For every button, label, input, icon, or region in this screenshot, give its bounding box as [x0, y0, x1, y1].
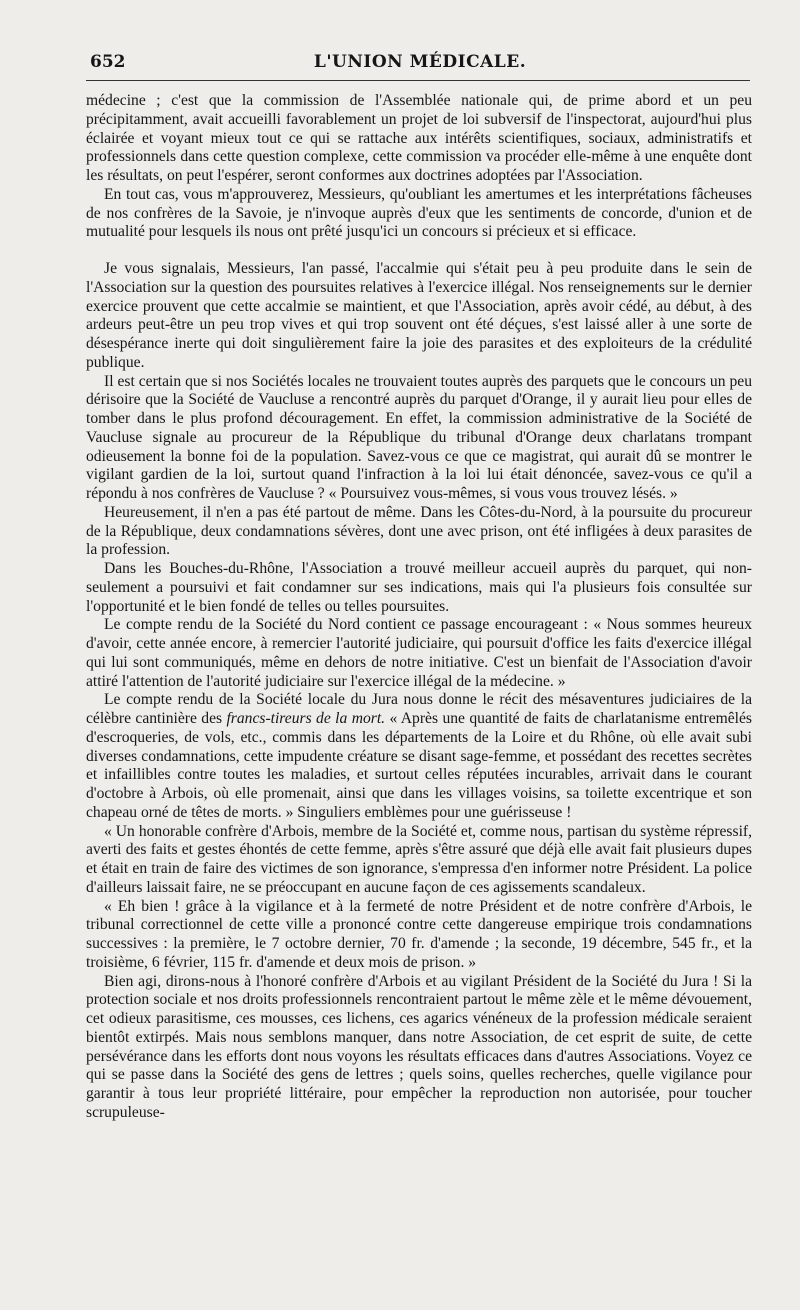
paragraph: médecine ; c'est que la commission de l'Assemblée nationale qui, de prime abord et un peu précipitamment, avait accueilli favorablement un projet de loi subversif de l'inspectorat, aujourd'hui plus éclairée et voyant mieux tout ce qui se rattache aux intérêts scientifiques, sociaux, administratifs et professionnels dans cette question complexe, cette commission va procéder elle-même à une enquête dont les résultats, on peut l'espérer, seront conformes aux doctrines adoptées par l'Association.	[86, 92, 752, 184]
paragraph: « Un honorable confrère d'Arbois, membre de la Société et, comme nous, partisan du système répressif, averti des faits et gestes éhontés de cette femme, après s'être assuré que déjà elle avait fait plusieurs dupes et était en train de faire des victimes de son ignorance, s'empressa d'en informer notre Président. La police d'ailleurs laissait faire, ne se préoccupant en aucune façon de ces agissements scandaleux.	[86, 822, 752, 896]
paragraph: Heureusement, il n'en a pas été partout de même. Dans les Côtes-du-Nord, à la poursuite du procureur de la République, deux condamnations sévères, dont une avec prison, ont été infligées à deux parasites de la profession.	[86, 503, 752, 559]
header-rule	[86, 80, 750, 81]
paragraph: « Eh bien ! grâce à la vigilance et à la fermeté de notre Président et de notre confrère d'Arbois, le tribunal correctionnel de cette ville a prononcé contre cette dangereuse empirique trois condamnations successives : la première, le 7 octobre dernier, 70 fr. d'amende ; la seconde, 19 décembre, 545 fr., et la troisième, 6 février, 115 fr. d'amende et deux mois de prison. »	[86, 897, 752, 971]
paragraph: Bien agi, dirons-nous à l'honoré confrère d'Arbois et au vigilant Président de la Société du Jura ! Si la protection sociale et nos droits professionnels rencontraient partout le même zèle et le même dévouement, cet odieux parasitisme, ces mousses, ces lichens, ces agarics vénéneux de la profession médicale seraient bientôt extirpés. Mais nous semblons manquer, dans notre Association, de cet esprit de suite, de cette persévérance dans les efforts dont nous voyons les résultats efficaces dans d'autres Associations. Voyez ce qui se passe dans la Société des gens de lettres ; quels soins, quelles recherches, quelle vigilance pour garantir à tous leur propriété littéraire, pour empêcher la reproduction non autorisée, pour toucher scrupuleuse-	[86, 972, 752, 1121]
page-number: 652	[90, 52, 126, 72]
paragraph: Dans les Bouches-du-Rhône, l'Association a trouvé meilleur accueil auprès du parquet, qui non-seulement a poursuivi et fait condamner sur ses indications, mais qui l'a plusieurs fois consultée sur l'opportunité et le bien fondé de telles ou telles poursuites.	[86, 560, 752, 615]
jura-text-after: « Après une quantité de faits de charlatanisme entremêlés d'escroqueries, de vols, etc., commis dans les départements de la Loire et du Rhône, où elle avait subi diverses condamnations, cette impudente créature se disant sage-femme, et possédant des recettes secrètes et infaillibles contre toutes les maladies, et surtout celles réputées incurables, arrivait dans le courant d'octobre à Arbois, où elle promenait, ainsi que dans les villages voisins, sa toilette excentrique et son chapeau orné de têtes de morts. » Singuliers emblèmes pour une guérisseuse !	[86, 710, 752, 821]
paragraph-jura	[86, 691, 752, 822]
paragraph: Je vous signalais, Messieurs, l'an passé, l'accalmie qui s'était peu à peu produite dans le sein de l'Association sur la question des poursuites relatives à l'exercice illégal. Nos renseignements sur le dernier exercice prouvent que cette accalmie se maintient, et que l'Association, après avoir cédé, au début, à des ardeurs peut-être un peu trop vives et qui trop souvent ont été déçues, s'est laissé aller à une sorte de désespérance inerte qui doit singulièrement faire la joie des parasites et des exploiteurs de la crédulité publique.	[86, 260, 752, 371]
running-head	[90, 52, 750, 76]
journal-title: L'UNION MÉDICALE.	[313, 52, 527, 72]
jura-text-before: Le compte rendu de la Société locale du Jura nous donne le récit des mésaventures judiciaires de la célèbre cantinière des	[86, 691, 752, 727]
jura-text-italic: francs-tireurs de la mort.	[226, 710, 386, 727]
paragraph: En tout cas, vous m'approuverez, Messieurs, qu'oubliant les amertumes et les interprétations fâcheuses de nos confrères de la Savoie, je n'invoque auprès d'eux que les sentiments de concorde, d'union et de mutualité pour lesquels ils nous ont prêté jusqu'ici un concours si précieux et si efficace.	[86, 185, 752, 241]
body-text	[86, 92, 752, 1123]
paragraph: Il est certain que si nos Sociétés locales ne trouvaient toutes auprès des parquets que le concours un peu dérisoire que la Société de Vaucluse a rencontré auprès du parquet d'Orange, il y aurait lieu pour elles de tomber dans le plus profond découragement. En effet, la commission administrative de la Société de Vaucluse signale au procureur de la République du tribunal d'Orange deux charlatans trompant odieusement la bonne foi de la population. Savez-vous ce que ce magistrat, qui aurait dû se montrer le vigilant gardien de la loi, surtout quand l'infraction à la loi lui était dénoncée, savez-vous ce qu'il a répondu à nos confrères de Vaucluse ? « Poursuivez vous-mêmes, si vous vous trouvez lésés. »	[86, 372, 752, 502]
paragraph: Le compte rendu de la Société du Nord contient ce passage encourageant : « Nous sommes heureux d'avoir, cette année encore, à remercier l'autorité judiciaire, qui poursuit d'office les faits d'exercice illégal qui lui sont communiqués, même en dehors de notre initiative. C'est un bienfait de l'Association d'avoir attiré l'attention de l'autorité judiciaire sur l'exercice illégal de la médecine. »	[86, 616, 752, 690]
